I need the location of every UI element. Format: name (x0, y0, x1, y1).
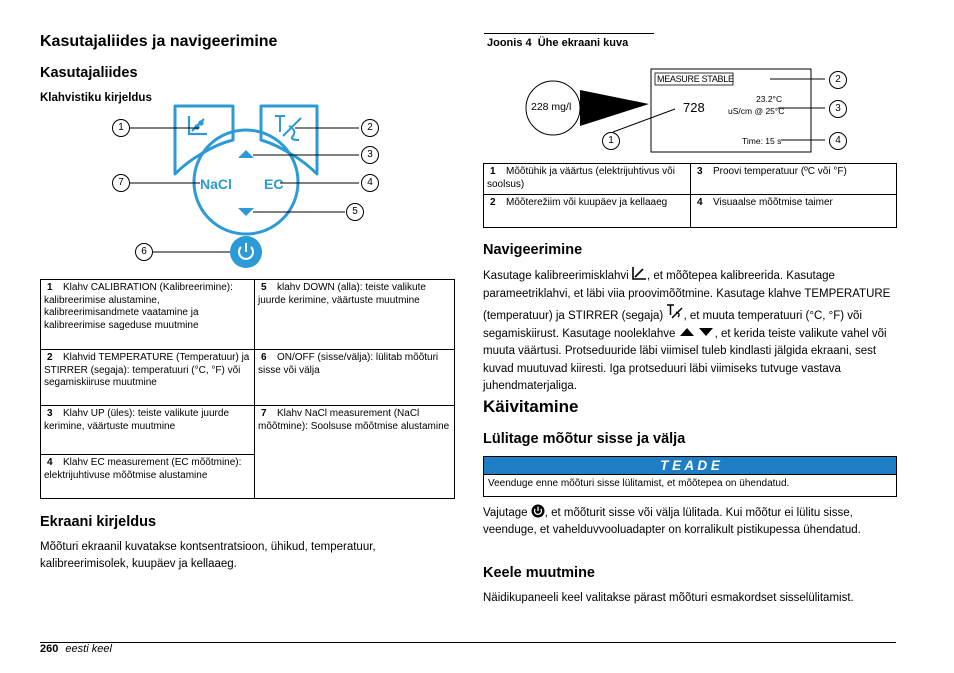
screen-callout-2: 2 (829, 71, 847, 89)
table-row: 2 Klahvid TEMPERATURE (Temperatuur) ja STIRRER (segaja): temperatuuri (°C, °F) või segamiskiiruse muutmine 6 ON/OFF (sisse/välja): lülitab mõõturi sisse või välja (41, 350, 455, 406)
screen-legend-table (483, 163, 897, 228)
screen-callout-3: 3 (829, 100, 847, 118)
footer-rule (40, 642, 896, 643)
down-arrow-key[interactable] (238, 208, 254, 216)
up-arrow-key[interactable] (238, 150, 254, 158)
section-heading-navigation: Navigeerimine (483, 242, 583, 258)
power-icon (531, 504, 545, 518)
keypad-legend-table (40, 279, 455, 499)
footer (40, 643, 112, 655)
display-bubble-value: 228 mg/l (531, 101, 572, 113)
display-timer: Time: 15 s (742, 136, 782, 146)
notice-title: T E A D E (484, 457, 896, 475)
footer-language: eesti keel (65, 643, 112, 655)
table-row: 4 Klahv EC measurement (EC mõõtmine): elektrijuhtivuse mõõtmise alustamine (41, 455, 455, 499)
keypad-callout-1: 1 (112, 119, 130, 137)
keypad-callout-6: 6 (135, 243, 153, 261)
screen-callout-1: 1 (602, 132, 620, 150)
table-row: 3 Klahv UP (üles): teiste valikute juurde kerimine, väärtuste muutmine 7 Klahv NaCl measurement (NaCl mõõtmine): Soolsuse mõõtmise alustamine (41, 406, 455, 455)
keypad-callout-3: 3 (361, 146, 379, 164)
display-status: MEASURE STABLE (657, 74, 734, 84)
temperature-stirrer-icon (666, 303, 683, 320)
display-units: uS/cm @ 25°C (728, 106, 785, 116)
notice-text: Veenduge enne mõõturi sisse lülitamist, et mõõtepea on ühendatud. (488, 478, 790, 489)
page-title: Kasutajaliides ja navigeerimine (40, 33, 278, 50)
subsection-heading-keypad: Klahvistiku kirjeldus (40, 92, 152, 104)
notice-box (483, 456, 897, 497)
keypad-callout-4: 4 (361, 174, 379, 192)
calibration-key[interactable] (175, 106, 233, 174)
section-heading-screen: Ekraani kirjeldus (40, 514, 157, 530)
language-text: Näidikupaneeli keel valitakse pärast mõõturi esmakordset sisselülitamist. (483, 592, 854, 604)
keypad-callout-7: 7 (112, 174, 130, 192)
table-row: 1 Mõõtühik ja väärtus (elektrijuhtivus või soolsus) 3 Proovi temperatuur (ºC või °F) (484, 164, 897, 195)
section-heading-ui: Kasutajaliides (40, 65, 138, 81)
table-row: 2 Mõõterežiim või kuupäev ja kellaaeg 4 Visuaalse mõõtmise taimer (484, 195, 897, 228)
keypad-callout-5: 5 (346, 203, 364, 221)
figure-caption: Joonis 4 Ühe ekraani kuva (487, 37, 629, 49)
keypad-callout-2: 2 (361, 119, 379, 137)
screen-description: Mõõturi ekraanil kuvatakse kontsentratsioon, ühikud, temperatuur, kalibreerimisolek, kuupäev ja kellaaeg. (40, 541, 376, 570)
screen-callout-4: 4 (829, 132, 847, 150)
calibration-icon (189, 116, 207, 134)
power-instructions: Vajutage , et mõõturit sisse või välja lülitada. Kui mõõtur ei lülitu sisse, veenduge, et vahelduvvooluadapter on korralikult pistikupessa ühendatud. (483, 504, 897, 539)
arrow-keys-icon (679, 327, 715, 337)
figure-rule (484, 33, 654, 34)
power-key[interactable] (230, 236, 262, 268)
display-value: 728 (683, 100, 705, 115)
temperature-stirrer-key[interactable] (261, 106, 317, 174)
section-heading-language: Keele muutmine (483, 565, 595, 581)
nacl-key[interactable]: NaCl (200, 176, 232, 192)
page-number: 260 (40, 643, 59, 655)
display-temperature: 23.2°C (756, 94, 783, 104)
ec-key[interactable]: EC (264, 176, 284, 192)
table-row: 1 Klahv CALIBRATION (Kalibreerimine): kalibreerimise alustamine, kalibreerimisandmete vaatamine ja kalibreerimise sageduse muutmine 5 klahv DOWN (alla): teiste valikute juurde kerimine, väärtuste muutmine (41, 280, 455, 350)
section-heading-startup: Käivitamine (483, 397, 579, 416)
calibration-icon (632, 266, 647, 280)
section-heading-onoff: Lülitage mõõtur sisse ja välja (483, 431, 686, 447)
navigation-text: Kasutage kalibreerimisklahvi , et mõõtepea kalibreerida. Kasutage parameetriklahvi, et läbi viia proovimõõtmine. Kasutage klahve TEMPERATURE (temperatuur) ja STIRRER (segaja) , et muuta temperatuuri (°C, °F) või segamiskiirust. Kasutage nooleklahve , et kerida teiste valikute vahel või muuta väärtusi. Protseduuride läbi viimisel tuleb kindlasti jälgida ekraani, sest kuvad muutuvad kiiresti. Iga protseduuri läbi viimiseks tutvuge vastava juhendmaterjaliga. (483, 266, 897, 396)
